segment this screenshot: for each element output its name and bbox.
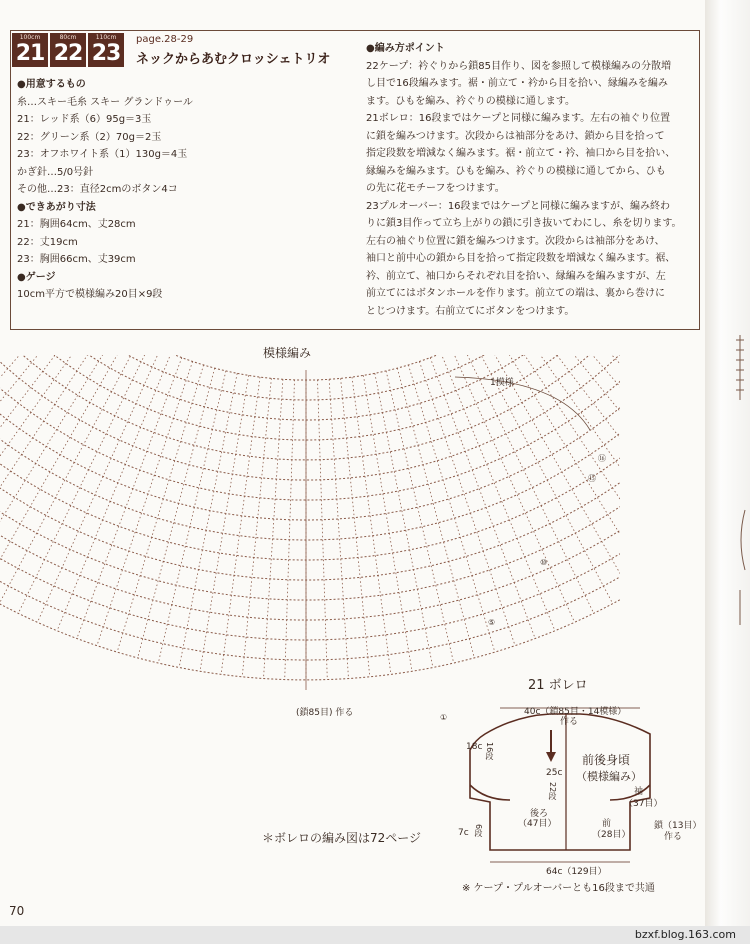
pattern-size: 80cm [59,34,77,41]
fan-row [0,405,620,560]
size-line: 22：丈19cm [17,236,78,248]
fan-stitch-column [0,355,140,604]
pattern-number-22 [50,33,86,67]
materials-line: その他…23：直径2cmのボタン4コ [17,184,178,195]
pattern-number-23 [88,33,124,67]
points-line: に鎖を編みつけます。次段からは袖部分をあけ、鎖から目を拾って [366,130,665,142]
fan-row [0,476,620,660]
points-line: 縁編みを編みます。ひもを編み、衿ぐりの模様に通してから、ひも [366,165,666,177]
fan-stitch-column [18,355,150,613]
size-line: 23：胸囲66cm、丈39cm [17,254,136,265]
points-line: 袖口と前中心の鎖から目を拾って指定段数を増減なく編みます。裾、 [366,253,676,264]
materials-line: かぎ針…5/0号針 [17,166,94,178]
bolero-shoulder-measure: 18c [466,742,483,752]
bolero-chart-reference: ＊ボレロの編み図は72ページ [262,831,422,845]
materials-line: 21：レッド系（6）95g＝3玉 [17,114,152,125]
bolero-back-stitches: （47目） [518,819,557,829]
row-marker-5: ⑤ [488,618,496,627]
fan-stitch-column [158,371,226,663]
materials-line: 22：グリーン系（2）70g＝2玉 [17,131,162,143]
fan-stitch-column [397,368,474,658]
bolero-bottom-measure: 64c（129目） [546,867,607,877]
size-line: 21：胸囲64cm、丈28cm [17,219,136,230]
fan-stitch-column [221,377,260,675]
fan-stitch-column [521,355,620,546]
points-heading: ●編み方ポイント [366,43,445,54]
fan-row [0,420,620,580]
pattern-number: 23 [91,41,121,66]
row-marker-15: ⑮ [588,474,596,483]
bolero-back-label: 後ろ [530,809,549,819]
fan-row [0,462,620,640]
pattern-chart-title: 模様編み [263,346,312,360]
bolero-top-make: 作る [560,717,579,727]
materials-line: 23：オフホワイト系（1）130g＝4玉 [17,149,188,160]
points-line: 21ボレロ：16段まではケープと同様に編みます。左右の袖ぐり位置 [366,113,671,124]
gauge-line: 10cm平方で模様編み20目×9段 [17,289,163,300]
bolero-sleeve-label: 袖 [634,787,644,797]
bolero-arrow-head [546,752,556,762]
fan-stitch-column [530,355,620,533]
fan-stitch-column [0,355,91,546]
bolero-body-label: 前後身頃 [582,753,631,767]
site-watermark: bzxf.blog.163.com [0,926,750,944]
next-page-edge-chart [735,330,747,630]
bolero-center-length: 25c [546,768,563,778]
fan-row [0,363,620,500]
fan-stitch-column [0,355,130,593]
fan-stitch-column [441,355,555,631]
fan-stitch-column [452,355,575,622]
pattern-number-21 [12,33,48,67]
pattern-size: 110cm [95,34,117,41]
bolero-front-label: 前 [602,819,612,829]
fan-stitch-column [462,355,594,613]
materials-line: 糸…スキー毛糸 スキー グランドゥール [17,96,193,108]
fan-stitch-column [386,371,454,663]
bolero-center-rows: 22段 [548,782,557,801]
knitting-points-section [366,40,694,320]
chain-start-label: (鎖85目) 作る [296,708,354,718]
bolero-chain-make: 作る [664,832,683,842]
bolero-sleeve-stitches: （37目） [624,799,663,809]
fan-stitch-column [352,377,391,675]
fan-stitch-column [37,355,160,622]
row-marker-16: ⑯ [598,454,606,463]
points-line: 23プルオーバー：16段まではケープと同様に編みますが、編み終わ [366,200,671,212]
bolero-title: 21 ボレロ [528,678,588,693]
page-reference: page.28-29 [136,34,194,45]
bolero-chain-label: 鎖（13目） [654,821,702,831]
points-line: りに鎖3目作って立ち上がりの鎖に引き抜いてわにし、糸を切ります。 [366,218,682,229]
row-marker-10: ⑩ [540,558,548,567]
fan-stitch-column [264,379,283,678]
fan-stitch-column [492,355,620,583]
bolero-lower-measure: 7c [458,828,469,838]
fan-stitch-column [430,358,535,639]
fan-stitch-column [0,355,120,583]
points-line: ます。ひもを編み、衿ぐりの模様に通します。 [366,95,575,107]
fan-row [0,491,620,680]
pattern-size: 100cm [19,34,41,41]
row-marker-1: ① [440,713,448,722]
bolero-lower-rows: 6段 [474,824,483,838]
points-line: とじつけます。右前立てにボタンをつけます。 [366,305,575,317]
size-heading: ●できあがり寸法 [17,201,96,213]
materials-section [17,76,347,304]
fan-stitch-column [329,379,348,678]
fan-stitch-column [341,378,370,677]
bolero-body-sub: （模様編み） [576,770,642,783]
fan-row [0,391,620,540]
fan-stitch-column [57,355,171,631]
points-line: し目で16段編みます。裾・前立て・衿から目を拾い、縁編みを編み [366,78,668,89]
fan-stitch-column [419,361,515,645]
points-line: 衿、前立て、袖口からそれぞれ目を拾い、縁編みを編みますが、左 [366,270,666,282]
bolero-top-measure: 40c（鎖85目・14模様） [524,707,627,717]
common-note: ※ ケープ・プルオーバーとも16段まで共通 [462,883,655,894]
bolero-shoulder-rows: 16段 [485,742,494,761]
points-line: 左右の袖ぐり位置に鎖を編みつけます。次段からは袖部分をあけ、 [366,235,665,247]
fan-stitch-column [375,373,433,667]
pattern-number: 21 [15,41,45,66]
fan-stitch-column [318,380,328,680]
gauge-heading: ●ゲージ [17,271,56,283]
points-line: 22ケープ：衿ぐりから鎖85目作り、図を参照して模様編みの分散増 [366,60,671,72]
page-number: 70 [9,904,25,918]
fan-stitch-column [138,368,215,658]
points-line: 指定段数を増減なく編みます。裾・前立て・衿、袖口から目を拾い、 [366,148,676,159]
points-line: の先に花モチーフをつけます。 [366,183,505,194]
crochet-pattern-chart [0,355,620,725]
fan-stitch-column [77,358,182,639]
bolero-front-stitches: （28目） [592,830,631,840]
fan-stitch-column [0,355,65,505]
fan-stitch-column [539,355,620,520]
pattern-number: 22 [53,41,83,66]
fan-stitch-column [0,355,56,491]
fan-stitch-column [502,355,620,571]
points-line: 前立てにはボタンホールを作ります。前立ての端は、裏から巻けに [366,288,665,299]
fan-stitch-column [179,373,237,667]
materials-heading: ●用意するもの [17,79,86,90]
fan-stitch-column [285,380,295,680]
pattern-numbers [12,33,124,67]
fan-row [0,355,620,480]
fan-stitch-column [242,378,271,677]
one-pattern-label: 1模様 [490,378,514,388]
page-title: ネックからあむクロッシェトリオ [136,52,331,67]
fan-stitch-column [0,355,101,559]
bolero-armhole-left [470,785,510,800]
